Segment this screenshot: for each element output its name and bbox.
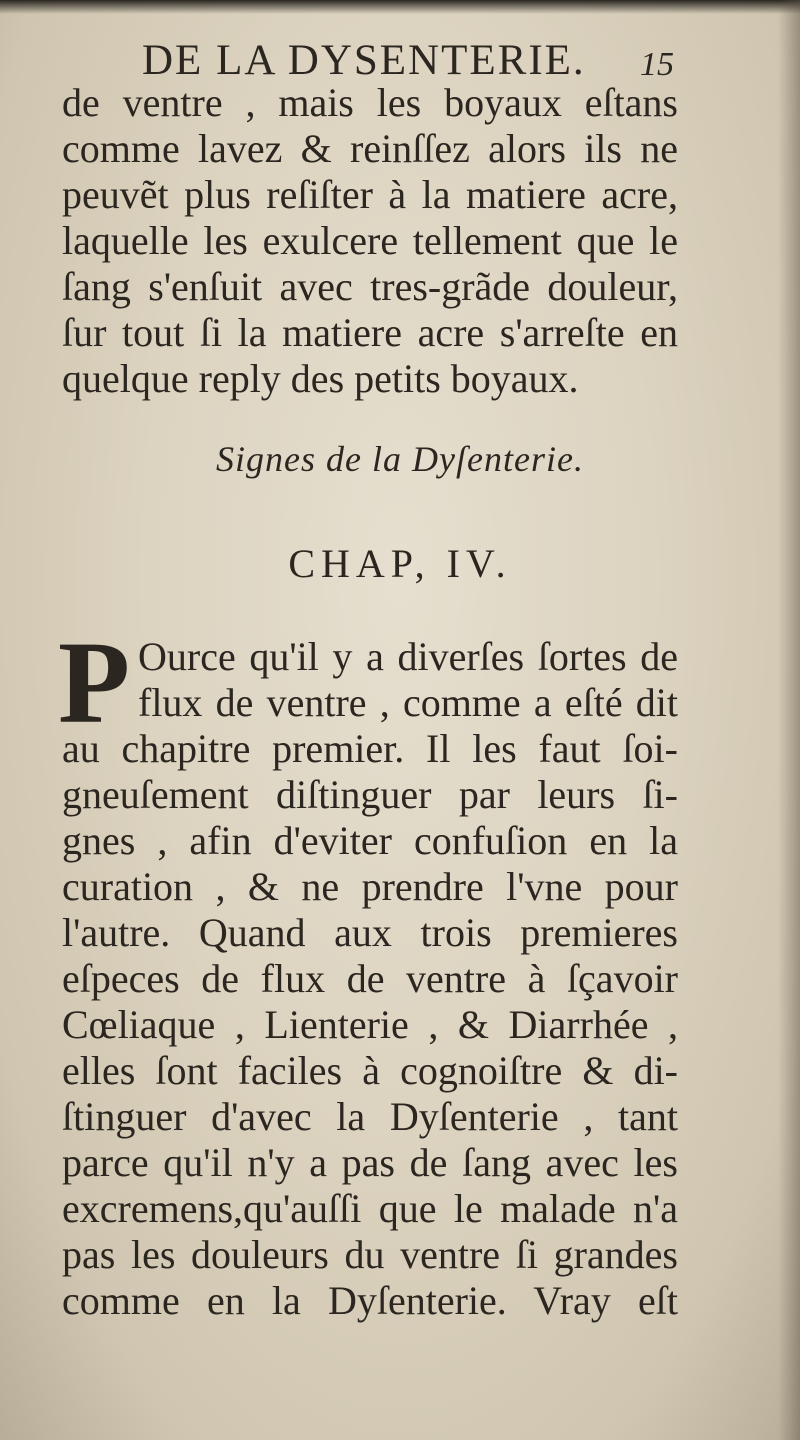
text-line: flux de ventre , comme a eſté dit: [138, 680, 678, 725]
text-line: au chapitre premier. Il les faut ſoi-: [62, 726, 678, 771]
running-title: DE LA DYSENTERIE.: [142, 37, 586, 84]
page-number: 15: [640, 46, 674, 83]
drop-cap: P: [58, 617, 131, 748]
text-line: comme en la Dyſenterie. Vray eſt: [62, 1278, 678, 1323]
text-line: comme lavez & reinſſez alors ils ne: [62, 126, 678, 171]
text-line: ſur tout ſi la matiere acre s'arreſte en: [62, 310, 678, 355]
chapter-heading: CHAP, IV.: [288, 541, 512, 586]
section-subtitle: Signes de la Dyſenterie.: [216, 439, 584, 479]
text-line: Ource qu'il y a diverſes ſortes de: [138, 634, 678, 679]
text-line: eſpeces de flux de ventre à ſçavoir: [62, 956, 678, 1001]
text-line: quelque reply des petits boyaux.: [62, 356, 579, 401]
text-line: curation , & ne prendre l'vne pour: [62, 864, 678, 909]
text-line: gneuſement diſtinguer par leurs ſi-: [62, 772, 678, 817]
text-line: l'autre. Quand aux trois premieres: [62, 910, 678, 955]
text-line: parce qu'il n'y a pas de ſang avec les: [62, 1140, 678, 1185]
text-line: excremens,qu'auſſi que le malade n'a: [62, 1186, 678, 1231]
text-line: gnes , afin d'eviter confuſion en la: [62, 818, 678, 863]
text-line: de ventre , mais les boyaux eſtans: [62, 80, 678, 125]
text-line: ſang s'enſuit avec tres-grãde douleur,: [62, 264, 678, 309]
text-line: pas les douleurs du ventre ſi grandes: [62, 1232, 678, 1277]
text-line: elles ſont faciles à cognoiſtre & di-: [62, 1048, 678, 1093]
text-line: Cœliaque , Lienterie , & Diarrhée ,: [62, 1002, 678, 1047]
text-line: laquelle les exulcere tellement que le: [62, 218, 678, 263]
text-line: ſtinguer d'avec la Dyſenterie , tant: [62, 1094, 678, 1139]
text-line: peuvẽt plus reſiſter à la matiere acre,: [62, 172, 678, 217]
